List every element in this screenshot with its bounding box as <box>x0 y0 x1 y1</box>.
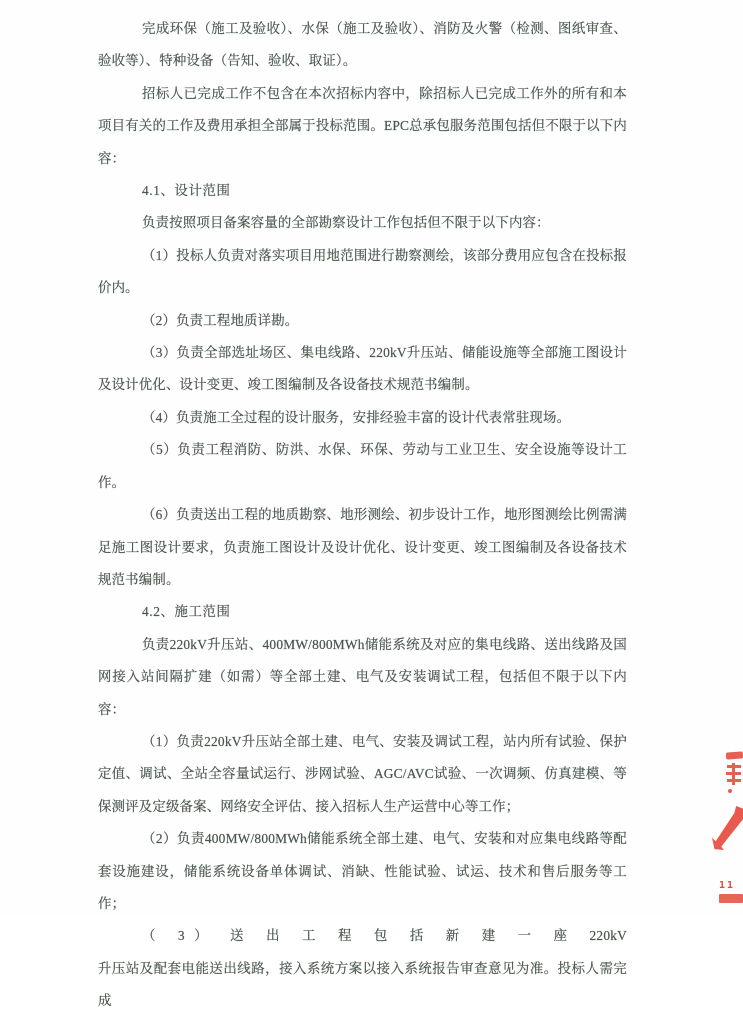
paragraph-line: （3）负责全部选址场区、集电线路、220kV升压站、储能设施等全部施工图设计及设计优化、设计变更、竣工图编制及各设备技术规范书编制。 <box>98 345 627 393</box>
paragraph-line: 4.2、施工范围 <box>142 604 231 620</box>
paragraph-line: 负责按照项目备案容量的全部勘察设计工作包括但不限于以下内容： <box>142 215 550 231</box>
paragraph-line: 4.1、设计范围 <box>142 183 231 199</box>
stamp-stroke <box>727 779 741 782</box>
red-page-number-bar <box>719 894 743 903</box>
paragraph-line: （2）负责400MW/800MWh储能系统全部土建、电气、安装和对应集电线路等配套设施建设，储能系统设备单体调试、消缺、性能试验、试运、技术和售后服务等工作； <box>98 831 627 911</box>
stamp-stroke <box>726 772 741 775</box>
red-page-number: 11 <box>719 880 736 891</box>
paragraph-line: （2）负责工程地质详勘。 <box>142 312 299 328</box>
document-body <box>98 13 627 1018</box>
paragraph-line: （ 3） 送 出 工 程 包 括 新 建 一 座 220kV <box>142 928 627 944</box>
paragraph-line: （1）投标人负责对落实项目用地范围进行勘察测绘，该部分费用应包含在投标报价内。 <box>98 247 627 296</box>
stamp-stroke <box>726 751 743 759</box>
paragraph-line: （1）负责220kV升压站全部土建、电气、安装及调试工程，站内所有试验、保护定值、调试、全站全容量试运行、涉网试验、AGC/AVC试验、一次调频、仿真建模、等保测评及定级备案、网络安全评估、接入招标人生产运营中心等工作； <box>98 733 627 814</box>
paragraph-line: 招标人已完成工作不包含在本次招标内容中，除招标人已完成工作外的所有和本项目有关的工作及费用承担全部属于投标范围。EPC总承包服务范围包括但不限于以下内容： <box>98 85 627 166</box>
stamp-stroke <box>728 789 732 793</box>
paragraph-line: （6）负责送出工程的地质勘察、地形测绘、初步设计工作，地形图测绘比例需满足施工图设计要求，负责施工图设计及设计优化、设计变更、竣工图编制及各设备技术规范书编制。 <box>98 507 627 587</box>
stamp-character-fragment-icon <box>722 749 743 797</box>
stamp-arrow-fragment-icon <box>712 806 743 850</box>
paragraph-line: （4）负责施工全过程的设计服务，安排经验丰富的设计代表常驻现场。 <box>142 409 571 425</box>
paragraph-line: 升压站及配套电能送出线路，接入系统方案以接入系统报告审查意见为准。投标人需完成 <box>98 960 627 1009</box>
paragraph-line: 完成环保（施工及验收）、水保（施工及验收）、消防及火警（检测、图纸审查、验收等）、特种设备（告知、验收、取证）。 <box>98 21 627 69</box>
paragraph-line: 负责220kV升压站、400MW/800MWh储能系统及对应的集电线路、送出线路及国网接入站间隔扩建（如需）等全部土建、电气及安装调试工程，包括但不限于以下内容： <box>98 636 627 717</box>
paragraph-line: （5）负责工程消防、防洪、水保、环保、劳动与工业卫生、安全设施等设计工作。 <box>98 442 627 490</box>
